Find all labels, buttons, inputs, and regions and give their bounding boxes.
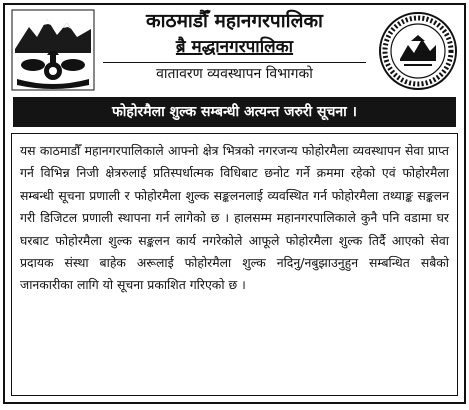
organization-name: काठमाडौँ महानगरपालिका (146, 10, 323, 32)
title-block (97, 9, 372, 85)
notice-heading-banner: फोहोरमैला शुल्क सम्बन्धी अत्यन्त जरुरी सूचना । (13, 97, 456, 127)
organization-name-stylized: ब्रै मद्धानगरपालिका (175, 37, 294, 57)
city-emblem-logo (11, 9, 95, 91)
department-name: वातावरण व्यवस्थापन विभागको (103, 62, 366, 85)
notice-body (11, 133, 458, 396)
notice-body-text: यस काठमाडौँ महानगरपालिकाले आफ्नो क्षेत्र भित्रको नगरजन्य फोहोरमैला व्यवस्थापन सेवा प्राप्त गर्न विभिन्न निजी क्षेत्ररुलाई प्रतिस्पर्धात्मक विधिबाट छनोट गर्ने क्रममा रहेको एवं फोहोरमैला सम्बन्धी सूचना प्रणाली र फोहोरमैला शुल्क सङ्कलनलाई व्यवस्थित गर्न फोहोरमैला तथ्याङ्क सङ्कलन गरी डिजिटल प्रणाली स्थापना गर्न लागेको छ । हालसम्म महानगरपालिकाले कुनै पनि वडामा घर घरबाट फोहोरमैला शुल्क सङ्कलन कार्य नगरेकोले आफूले फोहोरमैला शुल्क तिर्दै आएको सेवा प्रदायक संस्था बाहेक अरूलाई फोहोरमैला शुल्क नदिनु/नबुझाउनुहुन सम्बन्धित सबैको जानकारीका लागि यो सूचना प्रकाशित गरिएको छ । (20, 143, 449, 293)
notice-header (5, 5, 464, 93)
public-notice (3, 3, 466, 404)
metropolitan-seal-logo (378, 11, 458, 91)
